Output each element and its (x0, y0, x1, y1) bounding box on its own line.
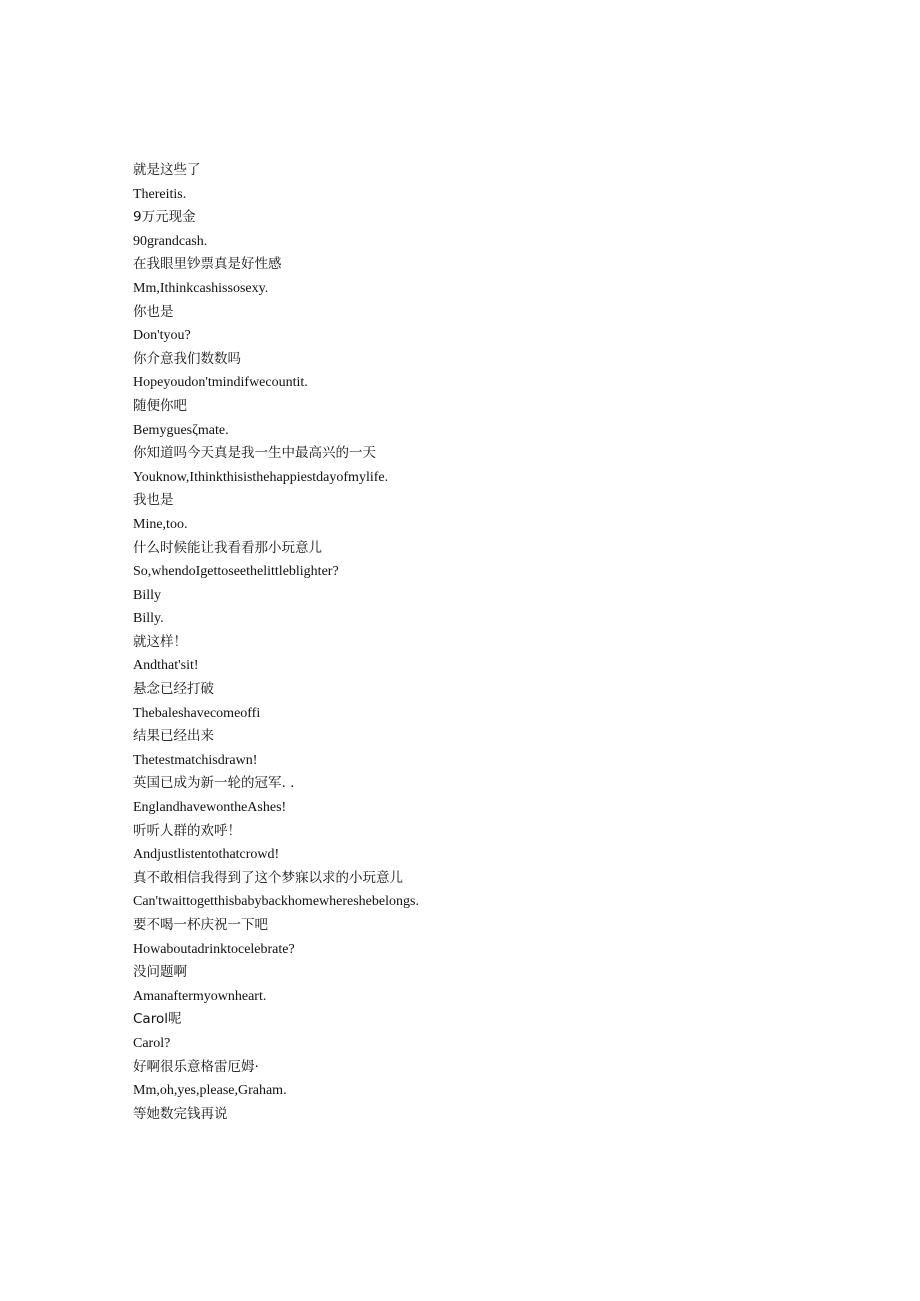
english-subtitle-line: Hopeyoudon'tmindifwecountit. (133, 375, 308, 391)
chinese-subtitle-line: 悬念已经打破 (133, 681, 214, 698)
english-subtitle-line: Carol? (133, 1035, 171, 1051)
english-subtitle-line: Mm,Ithinkcashissosexy. (133, 280, 269, 296)
chinese-subtitle-line: 什么时候能让我看看那小玩意儿 (133, 539, 322, 556)
chinese-subtitle-line: 听听人群的欢呼！ (133, 822, 241, 839)
english-subtitle-line: Billy. (133, 611, 164, 627)
chinese-subtitle-line: 没问题啊 (133, 964, 187, 981)
chinese-subtitle-line: 结果已经出来 (133, 728, 214, 745)
chinese-subtitle-line: 随便你吧 (133, 397, 187, 414)
chinese-subtitle-line: 就这样！ (133, 633, 187, 650)
english-subtitle-line: Thereitis. (133, 186, 187, 202)
english-subtitle-line: Mm,oh,yes,please,Graham. (133, 1083, 287, 1099)
chinese-subtitle-line: 你介意我们数数吗 (133, 350, 241, 367)
chinese-subtitle-line: 你知道吗今天真是我一生中最高兴的一天 (133, 445, 376, 462)
english-subtitle-line: Mine,too. (133, 516, 188, 532)
english-subtitle-line: Thebaleshavecomeoffi (133, 705, 261, 721)
english-subtitle-line: Youknow,Ithinkthisisthehappiestdayofmylife. (133, 469, 389, 485)
english-subtitle-line: 90grandcash. (133, 233, 208, 249)
chinese-subtitle-line: 你也是 (133, 303, 174, 320)
chinese-subtitle-line: 9万元现金 (133, 209, 196, 226)
english-subtitle-line: EnglandhavewontheAshes! (133, 800, 287, 816)
chinese-subtitle-line: Carol呢 (133, 1011, 182, 1028)
english-subtitle-line: Billy (133, 587, 162, 603)
chinese-subtitle-line: 英国已成为新一轮的冠军. . (133, 775, 295, 792)
english-subtitle-line: Andjustlistentothatcrowd! (133, 847, 280, 863)
transcript-lines (133, 159, 833, 1126)
english-subtitle-line: Howaboutadrinktocelebrate? (133, 941, 295, 957)
chinese-subtitle-line: 在我眼里钞票真是好性感 (133, 256, 282, 273)
english-subtitle-line: Don'tyou? (133, 328, 191, 344)
chinese-subtitle-line: 好啊很乐意格雷厄姆· (133, 1058, 259, 1075)
english-subtitle-line: Thetestmatchisdrawn! (133, 752, 258, 768)
english-subtitle-line: Can'twaittogetthisbabybackhomewhereshebelongs. (133, 894, 419, 910)
chinese-subtitle-line: 就是这些了 (133, 162, 201, 178)
english-subtitle-line: Andthat'sit! (133, 658, 199, 674)
chinese-subtitle-line: 等她数完钱再说 (133, 1105, 228, 1122)
english-subtitle-line: Bemyguesζmate. (133, 422, 229, 438)
english-subtitle-line: So,whendoIgettoseethelittleblighter? (133, 564, 339, 580)
chinese-subtitle-line: 我也是 (133, 492, 174, 509)
english-subtitle-line: Amanaftermyownheart. (133, 988, 267, 1004)
chinese-subtitle-line: 要不喝一杯庆祝一下吧 (133, 917, 268, 933)
chinese-subtitle-line: 真不敢相信我得到了这个梦寐以求的小玩意儿 (133, 869, 403, 886)
